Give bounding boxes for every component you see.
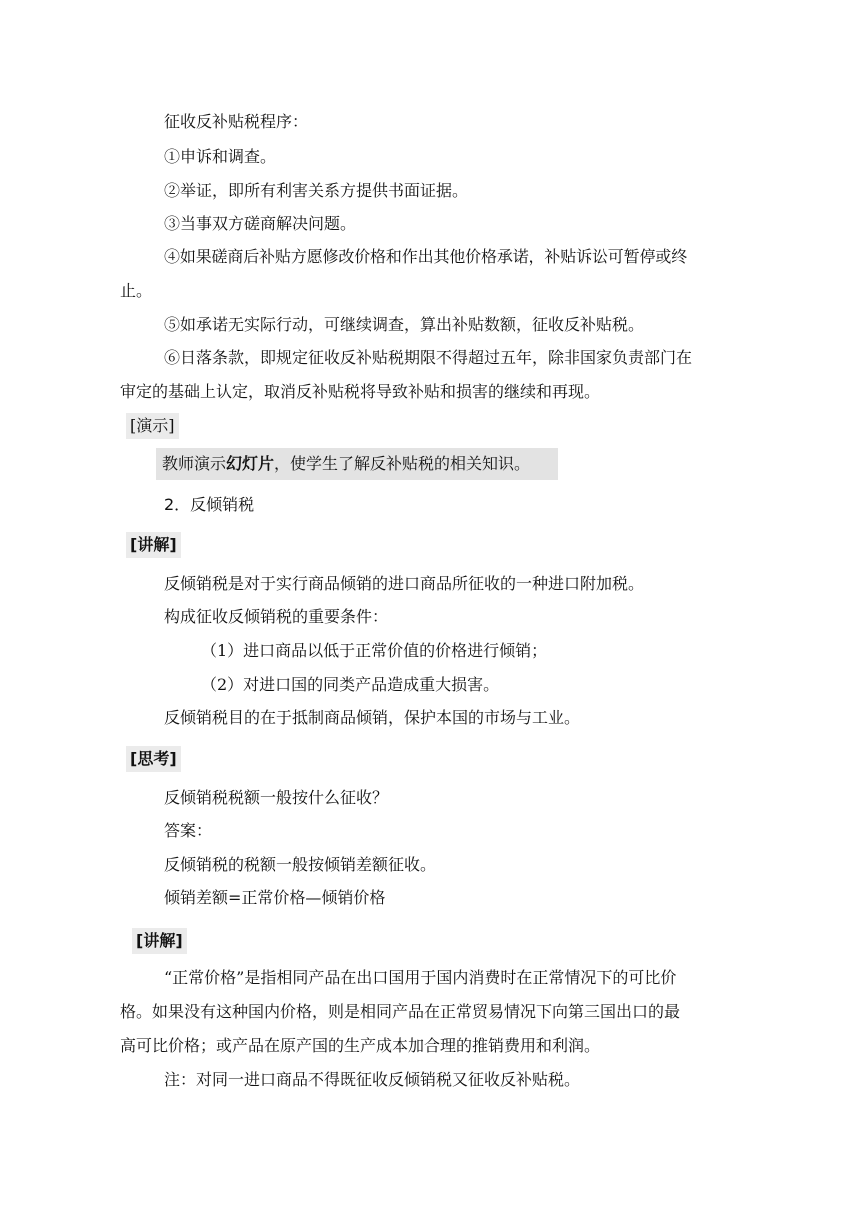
answer-label: 答案：	[164, 821, 213, 840]
condition-1: （1）进口商品以低于正常价值的价格进行倾销；	[201, 641, 548, 660]
procedure-step-6-cont: 审定的基础上认定，取消反补贴税将导致补贴和损害的继续和再现。	[120, 382, 601, 401]
demo-text-before: 教师演示	[162, 454, 227, 473]
condition-2: （2）对进口国的同类产品造成重大损害。	[201, 675, 500, 694]
procedure-step-4-cont: 止。	[120, 281, 153, 300]
antidumping-definition: 反倾销税是对于实行商品倾销的进口商品所征收的一种进口附加税。	[164, 574, 645, 593]
procedure-step-2: ②举证，即所有利害关系方提供书面证据。	[164, 181, 469, 200]
answer-text: 反倾销税的税额一般按倾销差额征收。	[164, 855, 437, 874]
note-text: 注：对同一进口商品不得既征收反倾销税又征收反补贴税。	[164, 1070, 581, 1089]
think-tag: [思考]	[126, 746, 181, 772]
procedure-step-6: ⑥日落条款，即规定征收反补贴税期限不得超过五年，除非国家负责部门在	[164, 348, 693, 367]
procedure-step-5: ⑤如承诺无实际行动，可继续调查，算出补贴数额，征收反补贴税。	[164, 315, 645, 334]
think-question: 反倾销税税额一般按什么征收？	[164, 788, 389, 807]
demo-box	[156, 448, 558, 480]
antidumping-purpose: 反倾销税目的在于抵制商品倾销，保护本国的市场与工业。	[164, 708, 581, 727]
procedure-step-1: ①申诉和调查。	[164, 147, 277, 166]
explain2-tag: [讲解]	[132, 928, 187, 954]
procedure-step-3: ③当事双方磋商解决问题。	[164, 214, 357, 233]
normal-price-line-3: 高可比价格；或产品在原产国的生产成本加合理的推销费用和利润。	[120, 1036, 601, 1055]
procedure-step-4: ④如果磋商后补贴方愿修改价格和作出其他价格承诺，补贴诉讼可暂停或终	[164, 247, 688, 266]
conditions-title: 构成征收反倾销税的重要条件：	[164, 607, 389, 626]
dumping-margin-formula: 倾销差额=正常价格—倾销价格	[164, 888, 386, 907]
demo-text-after: ，使学生了解反补贴税的相关知识。	[274, 454, 531, 473]
normal-price-line-2: 格。如果没有这种国内价格，则是相同产品在正常贸易情况下向第三国出口的最	[120, 1002, 681, 1021]
antidumping-heading: 2．反倾销税	[164, 495, 255, 514]
demo-text-bold: 幻灯片	[226, 454, 275, 473]
procedure-title: 征收反补贴税程序：	[164, 112, 309, 131]
demo-tag: [演示]	[126, 413, 179, 439]
explain-tag: [讲解]	[126, 532, 181, 558]
normal-price-line-1: “正常价格”是指相同产品在出口国用于国内消费时在正常情况下的可比价	[164, 968, 677, 987]
